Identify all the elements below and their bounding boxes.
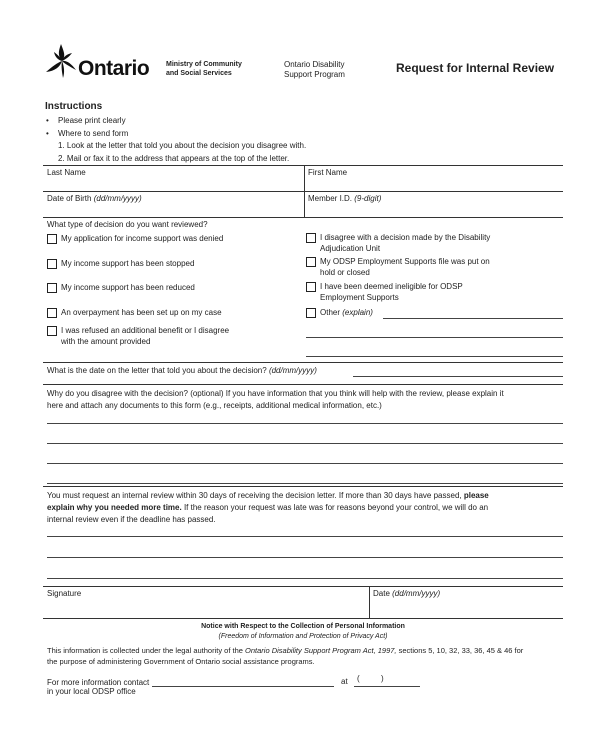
letter-date-format: (dd/mm/yyyy) — [268, 366, 317, 375]
option-label-line-2: hold or closed — [320, 268, 370, 277]
option-label: I was refused an additional benefit or I disagree — [61, 326, 230, 335]
notice-title: Notice with Respect to the Collection of Personal Information — [201, 623, 405, 630]
notice-act: Ontario Disability Support Program Act, 1997, — [245, 646, 397, 655]
explanation-line[interactable] — [47, 423, 563, 424]
signature-date-format: (dd/mm/yyyy) — [392, 589, 441, 598]
other-hint: (explain) — [342, 308, 373, 317]
option-label-line-2: Employment Supports — [320, 293, 399, 302]
late-reason-line[interactable] — [47, 536, 563, 537]
signature-label: Signature — [47, 589, 82, 598]
late-reason-line[interactable] — [47, 557, 563, 558]
checkbox-overpayment[interactable] — [47, 308, 57, 318]
notice-subtitle — [43, 633, 563, 640]
signature-date-label: Date — [373, 589, 390, 598]
member-id-label: Member I.D. — [308, 194, 353, 203]
ontario-logo — [44, 42, 154, 84]
option-label: I have been deemed ineligible for ODSP — [320, 282, 463, 291]
phone-open-paren: ( — [357, 674, 360, 683]
notice-body — [47, 645, 567, 667]
form-title: Request for Internal Review — [396, 61, 555, 75]
program-name — [284, 60, 345, 80]
option-label: My application for income support was denied — [61, 234, 224, 243]
option-label: An overpayment has been set up on my case — [61, 308, 222, 317]
member-id-field[interactable] — [308, 194, 560, 214]
other-label — [320, 308, 373, 317]
notice-text-a: This information is collected under the legal authority of the — [47, 646, 243, 655]
first-name-label: First Name — [308, 168, 348, 177]
date-of-birth-field[interactable] — [47, 194, 299, 214]
checkbox-other[interactable] — [306, 308, 316, 318]
instructions-heading: Instructions — [45, 101, 103, 112]
program-line-1: Ontario Disability — [284, 60, 345, 69]
letter-date-input-line[interactable] — [353, 376, 563, 377]
contact-name-line[interactable] — [152, 686, 334, 687]
last-name-label: Last Name — [47, 168, 86, 177]
other-explain-line[interactable] — [383, 318, 563, 319]
explanation-line[interactable] — [47, 483, 563, 484]
other-explain-line[interactable] — [306, 337, 563, 338]
notice-body-line-1 — [47, 645, 567, 656]
ministry-name — [166, 60, 242, 78]
signature-date-field[interactable] — [373, 589, 561, 615]
instruction-bullet: Please print clearly — [58, 116, 126, 125]
letter-date-text: What is the date on the letter that told you about the decision? — [47, 366, 267, 375]
checkbox-employment-on-hold[interactable] — [306, 257, 316, 267]
why-line-1: Why do you disagree with the decision? (optional) If you have information that you think will help with the review, please explain it — [47, 389, 504, 398]
option-label: I disagree with a decision made by the Disability — [320, 233, 491, 242]
other-explain-line[interactable] — [306, 356, 563, 357]
dob-format: (dd/mm/yyyy) — [93, 194, 142, 203]
other-text: Other — [320, 308, 341, 317]
decision-question: What type of decision do you want reviewed? — [47, 220, 208, 229]
checkbox-support-reduced[interactable] — [47, 283, 57, 293]
notice-subtitle-text: (Freedom of Information and Protection of Privacy Act) — [218, 633, 388, 640]
last-name-field[interactable] — [47, 168, 299, 188]
logo-wordmark: Ontario — [78, 57, 150, 80]
instruction-step: 2. Mail or fax it to the address that appears at the top of the letter. — [58, 154, 290, 163]
deadline-emphasis: please — [463, 491, 489, 500]
checkbox-application-denied[interactable] — [47, 234, 57, 244]
late-reason-line[interactable] — [47, 578, 563, 579]
deadline-text-a: You must request an internal review within 30 days of receiving the decision letter. If more than 30 days have passed, — [47, 491, 462, 500]
dob-label: Date of Birth — [47, 194, 92, 203]
option-label-line-2: with the amount provided — [61, 337, 151, 346]
deadline-line-1 — [47, 490, 565, 502]
explanation-line[interactable] — [47, 463, 563, 464]
option-label-line-2: Adjudication Unit — [320, 244, 381, 253]
letter-date-label — [47, 366, 317, 375]
notice-body-line-2: the purpose of administering Government of Ontario social assistance programs. — [47, 657, 315, 666]
trillium-icon — [44, 42, 78, 80]
bullet-dot: • — [46, 129, 49, 138]
why-disagree-text — [47, 388, 565, 412]
deadline-emphasis-2: explain why you needed more time. — [47, 503, 182, 512]
member-id-format: (9-digit) — [354, 194, 382, 203]
checkbox-refused-benefit[interactable] — [47, 326, 57, 336]
program-line-2: Support Program — [284, 70, 345, 79]
phone-close-paren: ) — [381, 674, 384, 683]
explanation-line[interactable] — [47, 443, 563, 444]
option-label: My ODSP Employment Supports file was put on — [320, 257, 490, 266]
notice-text-c: sections 5, 10, 32, 33, 36, 45 & 46 for — [398, 646, 524, 655]
deadline-line-2 — [47, 502, 565, 514]
contact-at: at — [341, 677, 348, 686]
first-name-field[interactable] — [308, 168, 560, 188]
deadline-text — [47, 490, 565, 526]
ministry-line-2: and Social Services — [166, 70, 232, 77]
option-label: My income support has been stopped — [61, 259, 195, 268]
instruction-bullet: Where to send form — [58, 129, 129, 138]
signature-field[interactable] — [47, 589, 365, 615]
instruction-step: 1. Look at the letter that told you about the decision you disagree with. — [58, 141, 307, 150]
checkbox-disability-adjudication[interactable] — [306, 233, 316, 243]
bullet-dot: • — [46, 116, 49, 125]
deadline-text-b: If the reason your request was late was for reasons beyond your control, we will do an — [183, 503, 489, 512]
checkbox-support-stopped[interactable] — [47, 259, 57, 269]
why-line-2: here and attach any documents to this form (e.g., receipts, additional medical information, etc.) — [47, 401, 382, 410]
contact-phone-line[interactable] — [354, 686, 420, 687]
option-label: My income support has been reduced — [61, 283, 195, 292]
ministry-line-1: Ministry of Community — [166, 61, 242, 68]
checkbox-deemed-ineligible[interactable] — [306, 282, 316, 292]
contact-label-line-2: in your local ODSP office — [47, 687, 136, 696]
contact-label: For more information contact — [47, 678, 150, 687]
deadline-line-3: internal review even if the deadline has passed. — [47, 515, 216, 524]
